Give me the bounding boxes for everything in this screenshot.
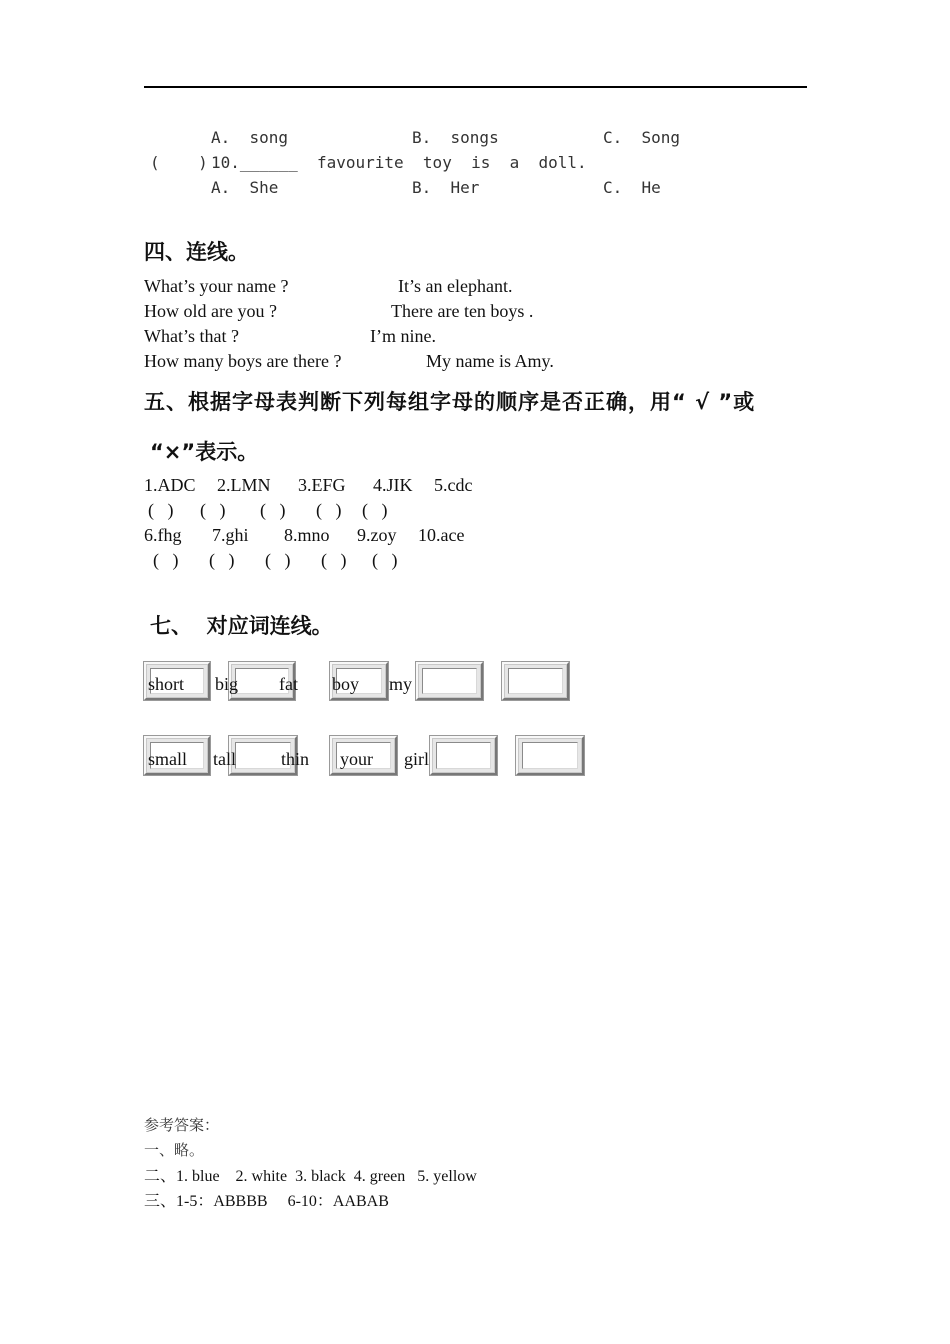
match-left-item: What’s that ? [144,326,239,346]
letter-group: 4.JIK [373,475,413,495]
word-label: your [340,749,373,769]
answer-box[interactable] [516,736,584,775]
answer-blank: ( ) [200,500,226,520]
letter-group: 6.fhg [144,525,182,545]
answers-title: 参考答案： [144,1116,220,1134]
answer-blank: ( ) [148,500,174,520]
word-label: my [389,674,413,694]
word-label: girl [404,749,429,769]
answer-box[interactable] [430,736,497,775]
option-b: B. Her [412,178,480,197]
top-rule [144,86,807,88]
answer-blank: ( ) [316,500,342,520]
answer-box[interactable] [502,662,569,700]
answer-blank: ( ) [209,550,235,570]
answer-blank: ( ) [265,550,291,570]
word-label: fat [279,674,298,694]
letter-group: 7.ghi [212,525,249,545]
letter-group: 2.LMN [217,475,271,495]
answer-blank: ( ) [321,550,347,570]
match-right-item: There are ten boys . [391,301,534,321]
match-right-item: I’m nine. [370,326,436,346]
option-c: C. He [603,178,661,197]
answer-blank: ( ) [260,500,286,520]
answer-line: 一、略。 [144,1141,205,1159]
question-10-stem: 10.______ favourite toy is a doll. [211,153,587,172]
match-left-item: What’s your name ? [144,276,289,296]
letter-group: 3.EFG [298,475,346,495]
answer-box[interactable] [416,662,483,700]
option-c: C. Song [603,128,681,147]
section-7-title: 七、 对应词连线。 [150,614,333,638]
word-label: thin [281,749,310,769]
answer-line: 三、1-5：ABBBB 6-10：AABAB [144,1193,389,1210]
match-left-item: How many boys are there ? [144,351,342,371]
word-label: tall [213,749,236,769]
section-5-title-cont: “×”表示。 [150,440,259,464]
match-left-item: How old are you ? [144,301,277,321]
word-label: boy [332,674,359,694]
section-5-title: 五、根据字母表判断下列每组字母的顺序是否正确，用“ √ ”或 [144,390,756,414]
match-right-item: It’s an elephant. [398,276,513,296]
word-label: short [148,674,184,694]
answer-line: 二、1. blue 2. white 3. black 4. green 5. yellow [144,1168,477,1185]
option-a: A. song [211,128,289,147]
word-label: big [215,674,239,694]
option-b: B. songs [412,128,499,147]
answer-blank: ( ) [362,500,388,520]
answer-blank: ( ) [153,550,179,570]
letter-group: 5.cdc [434,475,473,495]
answer-blank: ( ) [372,550,398,570]
match-right-item: My name is Amy. [426,351,554,371]
letter-group: 8.mno [284,525,330,545]
option-a: A. She [211,178,279,197]
letter-group: 1.ADC [144,475,196,495]
word-label: small [148,749,187,769]
letter-group: 10.ace [418,525,465,545]
letter-group: 9.zoy [357,525,397,545]
answer-paren: ( ) [150,153,208,172]
section-4-title: 四、连线。 [144,240,249,264]
